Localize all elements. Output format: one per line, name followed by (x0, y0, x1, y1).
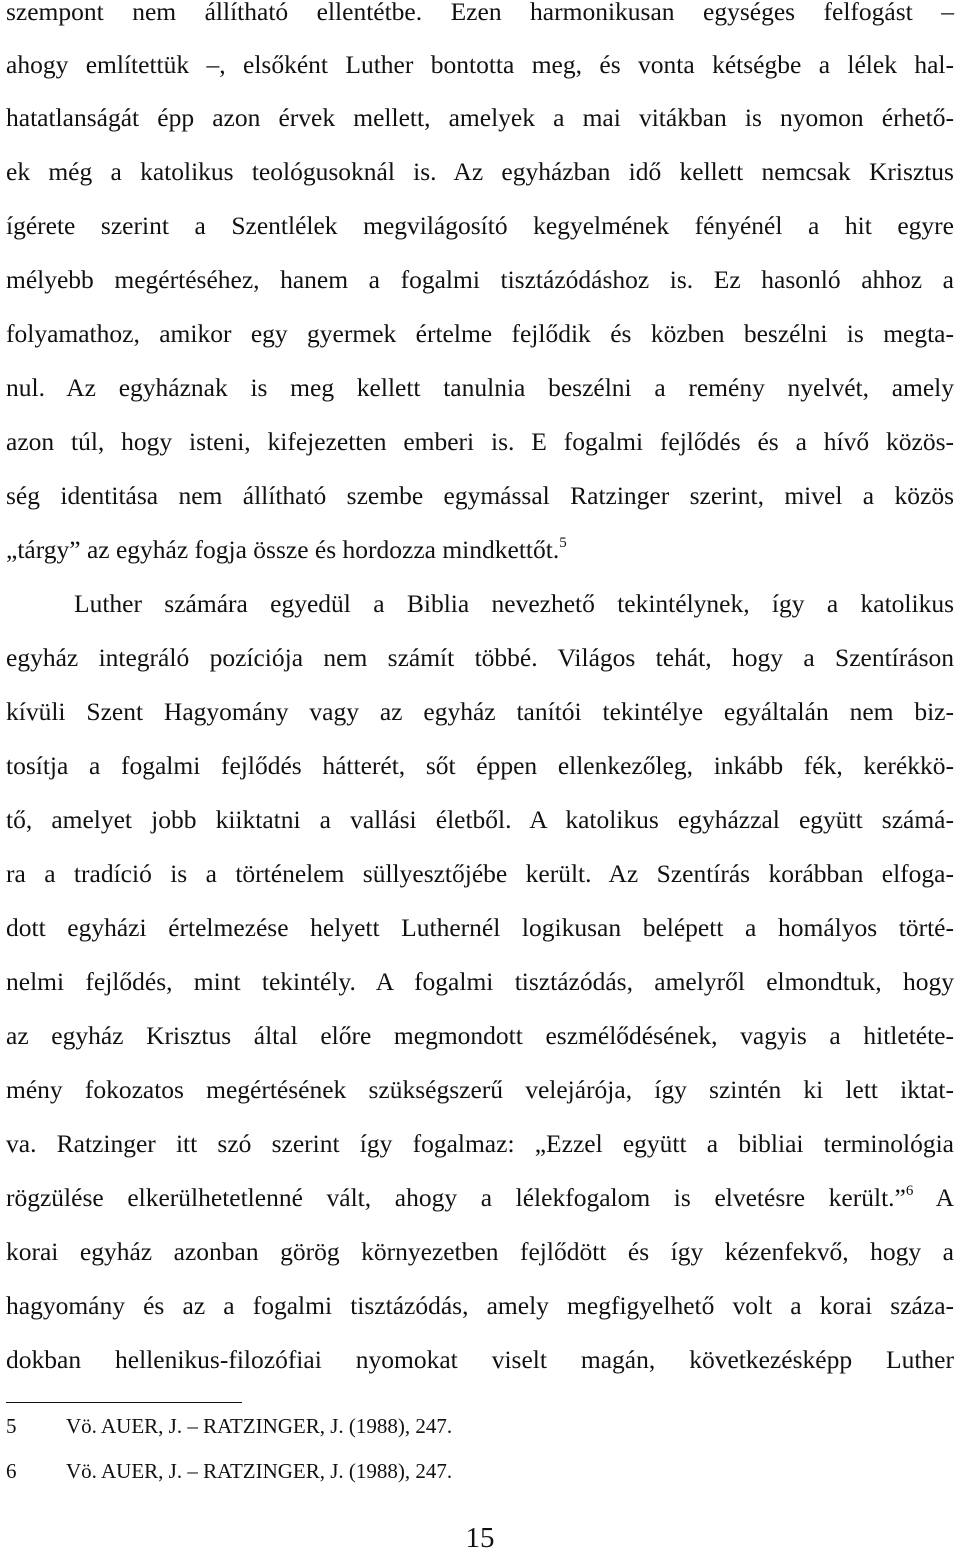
footnote-5 (6, 1413, 452, 1439)
text-line-19: nelmi fejlődés, mint tekintély. A fogalmi tisztázódás, amelyről elmondtuk, hogy (6, 967, 954, 996)
footnote-text: Vö. AUER, J. – RATZINGER, J. (1988), 247. (66, 1414, 453, 1438)
text-line-14: kívüli Szent Hagyomány vagy az egyház tanítói tekintélye egyáltalán nem biz- (6, 697, 954, 726)
text-line-1: szempont nem állítható ellentétbe. Ezen harmonikusan egységes felfogást – (6, 0, 954, 26)
text-line-2: ahogy említettük –, elsőként Luther bontotta meg, és vonta kétségbe a lélek hal- (6, 50, 954, 79)
text-line-23-content: rögzülése elkerülhetetlenné vált, ahogy a lélekfogalom is elvetésre került.” (6, 1183, 906, 1212)
footnote-separator (6, 1402, 242, 1403)
text-line-15: tosítja a fogalmi fejlődés hátterét, sőt éppen ellenkezőleg, inkább fék, kerékkö- (6, 751, 954, 780)
text-line-13: egyház integráló pozíciója nem számít többé. Világos tehát, hogy a Szentíráson (6, 643, 954, 672)
text-line-26: dokban hellenikus-filozófiai nyomokat viselt magán, következésképp Luther (6, 1345, 954, 1374)
text-line-4: ek még a katolikus teológusoknál is. Az egyházban idő kellett nemcsak Krisztus (6, 157, 954, 186)
text-line-22: va. Ratzinger itt szó szerint így fogalmaz: „Ezzel együtt a bibliai terminológia (6, 1129, 954, 1158)
text-line-11 (6, 535, 954, 565)
text-line-17: ra a tradíció is a történelem süllyesztőjébe került. Az Szentírás korábban elfoga- (6, 859, 954, 888)
text-line-9: azon túl, hogy isteni, kifejezetten emberi is. E fogalmi fejlődés és a hívő közös- (6, 427, 954, 456)
text-line-10: ség identitása nem állítható szembe egymással Ratzinger szerint, mivel a közös (6, 481, 954, 510)
footnote-number: 5 (6, 1414, 17, 1438)
text-line-12: Luther számára egyedül a Biblia nevezhető tekintélynek, így a katolikus (74, 589, 954, 618)
text-line-11-content: „tárgy” az egyház fogja össze és hordozza mindkettőt. (6, 535, 560, 564)
text-line-16: tő, amelyet jobb kiiktatni a vallási életből. A katolikus egyházzal együtt számá- (6, 805, 954, 834)
page-number: 15 (465, 1522, 495, 1554)
footnote-ref-5: 5 (559, 535, 567, 551)
footnote-number: 6 (6, 1459, 17, 1483)
text-line-23-tail: A (935, 1183, 954, 1212)
footnote-ref-6: 6 (905, 1183, 914, 1199)
text-line-23 (6, 1183, 954, 1213)
text-line-20: az egyház Krisztus által előre megmondott eszmélődésének, vagyis a hitletéte- (6, 1021, 954, 1050)
text-line-18: dott egyházi értelmezése helyett Luthernél logikusan belépett a homályos törté- (6, 913, 954, 942)
text-line-25: hagyomány és az a fogalmi tisztázódás, amely megfigyelhető volt a korai száza- (6, 1291, 954, 1320)
footnote-text: Vö. AUER, J. – RATZINGER, J. (1988), 247. (66, 1459, 453, 1483)
text-line-8: nul. Az egyháznak is meg kellett tanulnia beszélni a remény nyelvét, amely (6, 373, 954, 402)
footnote-6 (6, 1458, 452, 1484)
text-line-24: korai egyház azonban görög környezetben fejlődött és így kézenfekvő, hogy a (6, 1237, 954, 1266)
text-line-6: mélyebb megértéséhez, hanem a fogalmi tisztázódáshoz is. Ez hasonló ahhoz a (6, 265, 954, 294)
text-line-3: hatatlanságát épp azon érvek mellett, amelyek a mai vitákban is nyomon érhető- (6, 103, 954, 132)
text-line-7: folyamathoz, amikor egy gyermek értelme fejlődik és közben beszélni is megta- (6, 319, 954, 348)
text-line-5: ígérete szerint a Szentlélek megvilágosító kegyelmének fényénél a hit egyre (6, 211, 954, 240)
text-line-21: mény fokozatos megértésének szükségszerű velejárója, így szintén ki lett iktat- (6, 1075, 954, 1104)
